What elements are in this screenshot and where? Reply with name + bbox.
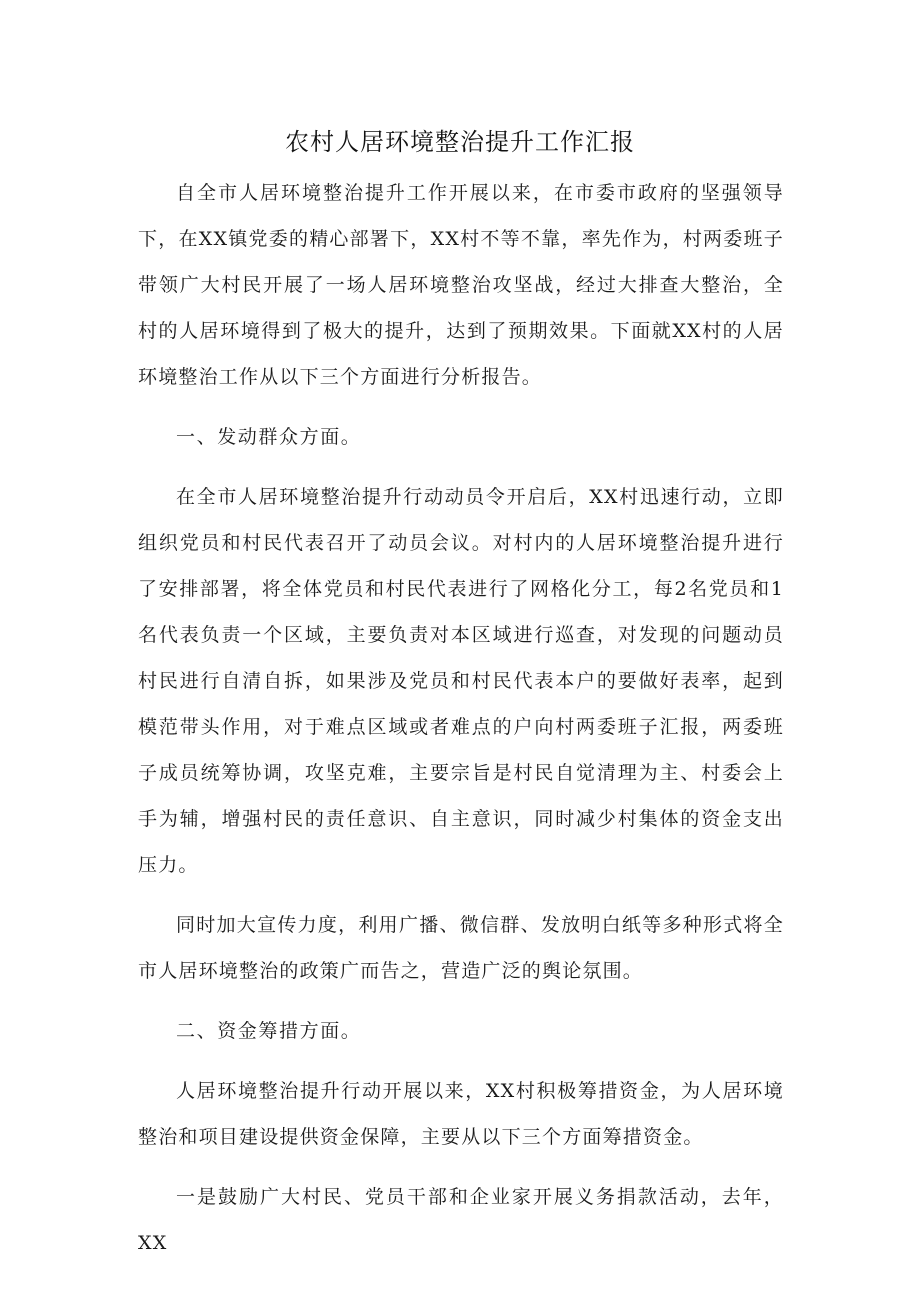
- spacer: [138, 460, 784, 474]
- spacer: [138, 994, 784, 1008]
- section2-paragraph: 一是鼓励广大村民、党员干部和企业家开展义务捐款活动，去年，XX: [138, 1186, 784, 1254]
- spacer: [138, 1054, 784, 1068]
- section2-paragraph: 人居环境整治提升行动开展以来，XX村积极筹措资金，为人居环境整治和项目建设提供资金保障，主要从以下三个方面筹措资金。: [138, 1080, 784, 1148]
- document-body: [138, 170, 784, 1266]
- section1-paragraph: 同时加大宣传力度，利用广播、微信群、发放明白纸等多种形式将全市人居环境整治的政策广而告之，营造广泛的舆论氛围。: [138, 914, 784, 982]
- spacer: [138, 1160, 784, 1174]
- spacer: [138, 400, 784, 414]
- section-heading-funding: 二、资金筹措方面。: [176, 1020, 362, 1042]
- section-heading-mobilization: 一、发动群众方面。: [176, 426, 362, 448]
- document-title: 农村人居环境整治提升工作汇报: [285, 128, 635, 156]
- section1-paragraph: 在全市人居环境整治提升行动动员令开启后，XX村迅速行动，立即组织党员和村民代表召开了动员会议。对村内的人居环境整治提升进行了安排部署，将全体党员和村民代表进行了网格化分工，每2名党员和1名代表负责一个区域，主要负责对本区域进行巡查，对发现的问题动员村民进行自清自拆，如果涉及党员和村民代表本户的要做好表率，起到模范带头作用，对于难点区域或者难点的户向村两委班子汇报，两委班子成员统筹协调，攻坚克难，主要宗旨是村民自觉清理为主、村委会上手为辅，增强村民的责任意识、自主意识，同时减少村集体的资金支出压力。: [138, 486, 784, 876]
- intro-paragraph: 自全市人居环境整治提升工作开展以来，在市委市政府的坚强领导下，在XX镇党委的精心部署下，XX村不等不靠，率先作为，村两委班子带领广大村民开展了一场人居环境整治攻坚战，经过大排查大整治，全村的人居环境得到了极大的提升，达到了预期效果。下面就XX村的人居环境整治工作从以下三个方面进行分析报告。: [138, 182, 784, 388]
- spacer: [138, 888, 784, 902]
